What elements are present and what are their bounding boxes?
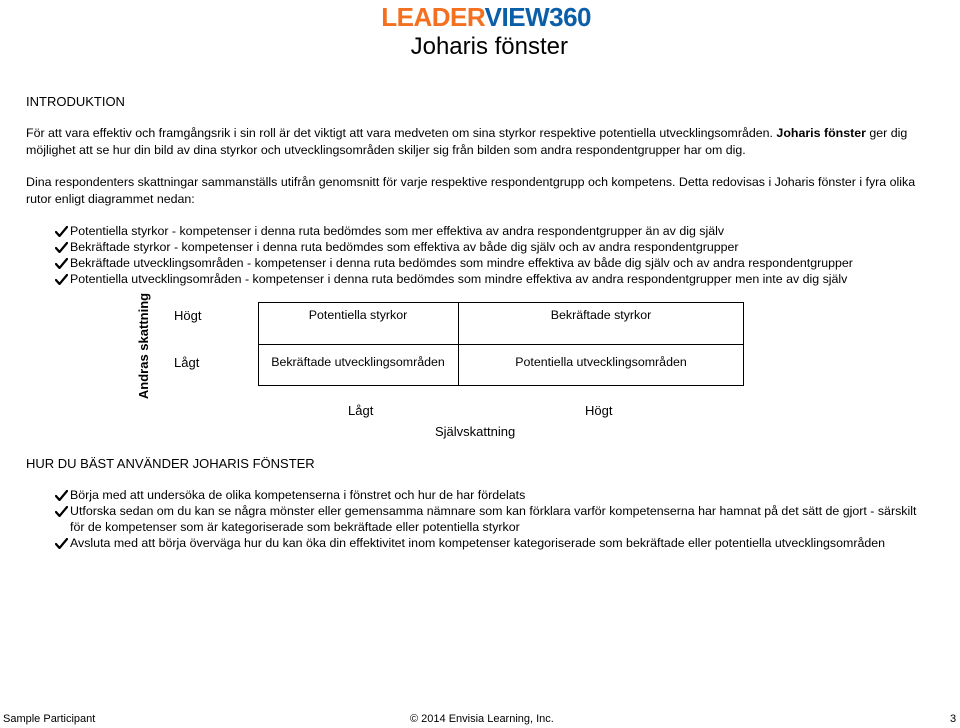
list-item <box>54 487 934 503</box>
intro-text-part2: ger dig möjlighet att se hur din bild av dina styrkor och utvecklingsområden skiljer sig från bilden som andra respondentgrupper har om dig. <box>26 126 908 157</box>
footer-participant: Sample Participant <box>3 713 96 725</box>
checkmark-icon <box>55 490 68 501</box>
brand-part-leader: LEADER <box>381 2 485 32</box>
introduction-heading: INTRODUKTION <box>26 94 125 109</box>
x-axis-title: Självskattning <box>435 424 516 439</box>
list-item-text: Bekräftade styrkor - kompetenser i denna ruta bedömdes som effektiva av både dig själv och av andra respondentgrupper <box>70 240 739 254</box>
checkmark-icon <box>55 258 68 269</box>
y-axis-low-label: Lågt <box>174 355 200 370</box>
quadrant-definition-list <box>54 223 934 287</box>
quadrant-bottom-left: Bekräftade utvecklingsområden <box>271 355 445 369</box>
list-item-text: Potentiella utvecklingsområden - kompetenser i denna ruta bedömdes som mindre effektiva av andra respondentgrupper men inte av dig själv <box>70 272 848 286</box>
y-axis-high-label: Högt <box>174 308 202 323</box>
brand-logo <box>0 2 960 32</box>
list-item-text: Potentiella styrkor - kompetenser i denna ruta bedömdes som mer effektiva av andra respondentgrupper än av dig själv <box>70 224 725 238</box>
checkmark-icon <box>55 274 68 285</box>
list-item-text: Utforska sedan om du kan se några mönster eller gemensamma nämnare som kan förklara varför kompetenserna har hamnat på det sätt de gjort - särskilt för de kompetenser som är kategoriserade som bekräftade eller potentiella styrkor <box>70 504 917 534</box>
list-item <box>54 535 934 551</box>
intro-text-bold: Joharis fönster <box>776 126 866 140</box>
intro-text-part1: För att vara effektiv och framgångsrik i sin roll är det viktigt att vara medveten om sina styrkor respektive potentiella utvecklingsområden. <box>26 126 777 140</box>
list-item-text: Bekräftade utvecklingsområden - kompetenser i denna ruta bedömdes som mindre effektiva av både dig själv och av andra respondentgrupper <box>70 256 853 270</box>
list-item <box>54 271 934 287</box>
list-item-text: Börja med att undersöka de olika kompetenserna i fönstret och hur de har fördelats <box>70 488 526 502</box>
list-item <box>54 239 934 255</box>
list-item <box>54 503 934 535</box>
footer-page-number: 3 <box>950 713 957 725</box>
checkmark-icon <box>55 242 68 253</box>
grid-horizontal-divider <box>259 344 743 345</box>
y-axis-title <box>124 292 164 400</box>
usage-list <box>54 487 934 551</box>
quadrant-top-left: Potentiella styrkor <box>308 308 408 322</box>
introduction-paragraph-2: Dina respondenters skattningar sammanställs utifrån genomsnitt för varje respektive respondentgrupp och kompetens. Detta redovisas i Joharis fönster i fyra olika rutor enligt diagrammet nedan: <box>26 175 916 206</box>
usage-heading: HUR DU BÄST ANVÄNDER JOHARIS FÖNSTER <box>26 456 315 471</box>
list-item <box>54 255 934 271</box>
list-item-text: Avsluta med att börja överväga hur du kan öka din effektivitet inom kompetenser kategoriserade som bekräftade eller potentiella utvecklingsområden <box>70 536 886 550</box>
list-item <box>54 223 934 239</box>
quadrant-top-right: Bekräftade styrkor <box>550 308 652 322</box>
checkmark-icon <box>55 538 68 549</box>
checkmark-icon <box>55 226 68 237</box>
y-axis-title-text: Andras skattning <box>136 292 151 400</box>
checkmark-icon <box>55 506 68 517</box>
x-axis-high-label: Högt <box>585 403 613 418</box>
page-title: Joharis fönster <box>410 33 568 60</box>
footer-copyright: © 2014 Envisia Learning, Inc. <box>410 713 554 725</box>
introduction-paragraph-1 <box>26 125 938 159</box>
quadrant-bottom-right: Potentiella utvecklingsområden <box>515 355 687 369</box>
x-axis-low-label: Lågt <box>348 403 374 418</box>
brand-part-view360: VIEW360 <box>484 2 591 32</box>
